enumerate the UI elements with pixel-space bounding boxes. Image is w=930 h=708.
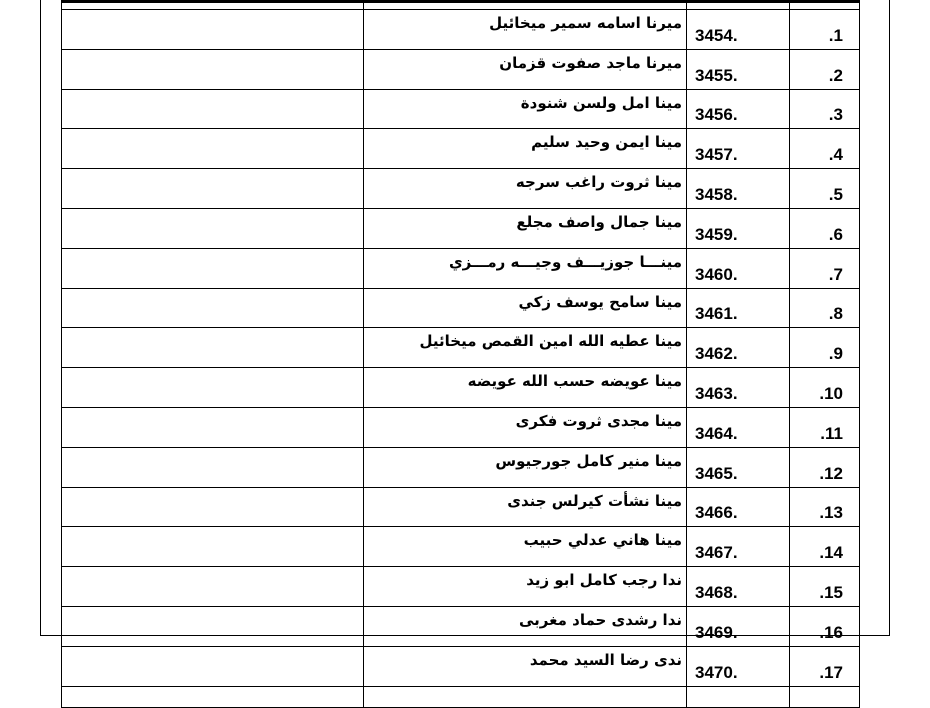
table-row [62,606,860,646]
row-number: 3. [790,89,860,129]
signature-cell [62,10,364,50]
row-number [790,686,860,707]
signature-cell [62,646,364,686]
student-code: 3456. [687,89,790,129]
table-row [62,89,860,129]
student-name: مينا عطيه الله امين القمص ميخائيل [364,328,687,368]
student-code: 3458. [687,169,790,209]
row-number: 6. [790,208,860,248]
row-number: 9. [790,328,860,368]
student-code: 3460. [687,248,790,288]
table-row [62,288,860,328]
row-number: 4. [790,129,860,169]
table-row-partial [62,686,860,707]
table-row [62,407,860,447]
student-code: 3466. [687,487,790,527]
header-cell-num [790,2,860,10]
student-name: مينا سامح يوسف زكي [364,288,687,328]
table-row [62,646,860,686]
student-table-body [62,2,860,708]
student-code: 3470. [687,646,790,686]
signature-cell [62,89,364,129]
table-header-row [62,2,860,10]
table-row [62,248,860,288]
student-code: 3462. [687,328,790,368]
student-name: ندا رشدى حماد مغربى [364,606,687,646]
student-name: مينا عويضه حسب الله عويضه [364,368,687,408]
student-name: مينا منير كامل جورجيوس [364,447,687,487]
table-row [62,129,860,169]
student-code: 3464. [687,407,790,447]
table-row [62,208,860,248]
row-number: 12. [790,447,860,487]
table-row [62,368,860,408]
table-row [62,567,860,607]
student-name: مينـــا جوزيـــف وجيـــه رمـــزي [364,248,687,288]
row-number: 14. [790,527,860,567]
table-row [62,169,860,209]
signature-cell [62,606,364,646]
student-list-sheet [61,0,859,682]
student-code: 3454. [687,10,790,50]
student-name: مينا ثروت راغب سرجه [364,169,687,209]
student-code: 3468. [687,567,790,607]
student-name: ميرنا ماجد صفوت قزمان [364,49,687,89]
student-name: مينا هاني عدلي حبيب [364,527,687,567]
signature-cell [62,368,364,408]
signature-cell [62,129,364,169]
student-name: مينا جمال واصف مجلع [364,208,687,248]
table-row [62,527,860,567]
signature-cell [62,49,364,89]
student-table [61,0,860,708]
row-number: 5. [790,169,860,209]
row-number: 7. [790,248,860,288]
table-row [62,10,860,50]
student-code: 3459. [687,208,790,248]
student-name: مينا ايمن وحيد سليم [364,129,687,169]
student-code: 3465. [687,447,790,487]
student-name: ندى رضا السيد محمد [364,646,687,686]
signature-cell [62,527,364,567]
signature-cell [62,208,364,248]
student-code: 3463. [687,368,790,408]
row-number: 13. [790,487,860,527]
student-name: ميرنا اسامه سمير ميخائيل [364,10,687,50]
row-number: 1. [790,10,860,50]
student-code: 3467. [687,527,790,567]
signature-cell [62,567,364,607]
student-code: 3457. [687,129,790,169]
signature-cell [62,248,364,288]
header-cell-code [687,2,790,10]
signature-cell [62,447,364,487]
table-row [62,447,860,487]
row-number: 11. [790,407,860,447]
student-name: مينا امل ولسن شنودة [364,89,687,129]
student-name: مينا نشأت كيرلس جندى [364,487,687,527]
table-row [62,49,860,89]
signature-cell [62,487,364,527]
student-code: 3469. [687,606,790,646]
student-code: 3461. [687,288,790,328]
row-number: 8. [790,288,860,328]
signature-cell [62,407,364,447]
header-cell-blank [62,2,364,10]
student-code: 3455. [687,49,790,89]
row-number: 10. [790,368,860,408]
row-number: 15. [790,567,860,607]
row-number: 16. [790,606,860,646]
student-name: مينا مجدى ثروت فكرى [364,407,687,447]
table-row [62,487,860,527]
row-number: 17. [790,646,860,686]
student-name [364,686,687,707]
student-name: ندا رجب كامل ابو زيد [364,567,687,607]
row-number: 2. [790,49,860,89]
table-row [62,328,860,368]
signature-cell [62,328,364,368]
signature-cell [62,169,364,209]
signature-cell [62,686,364,707]
header-cell-name [364,2,687,10]
student-code [687,686,790,707]
signature-cell [62,288,364,328]
